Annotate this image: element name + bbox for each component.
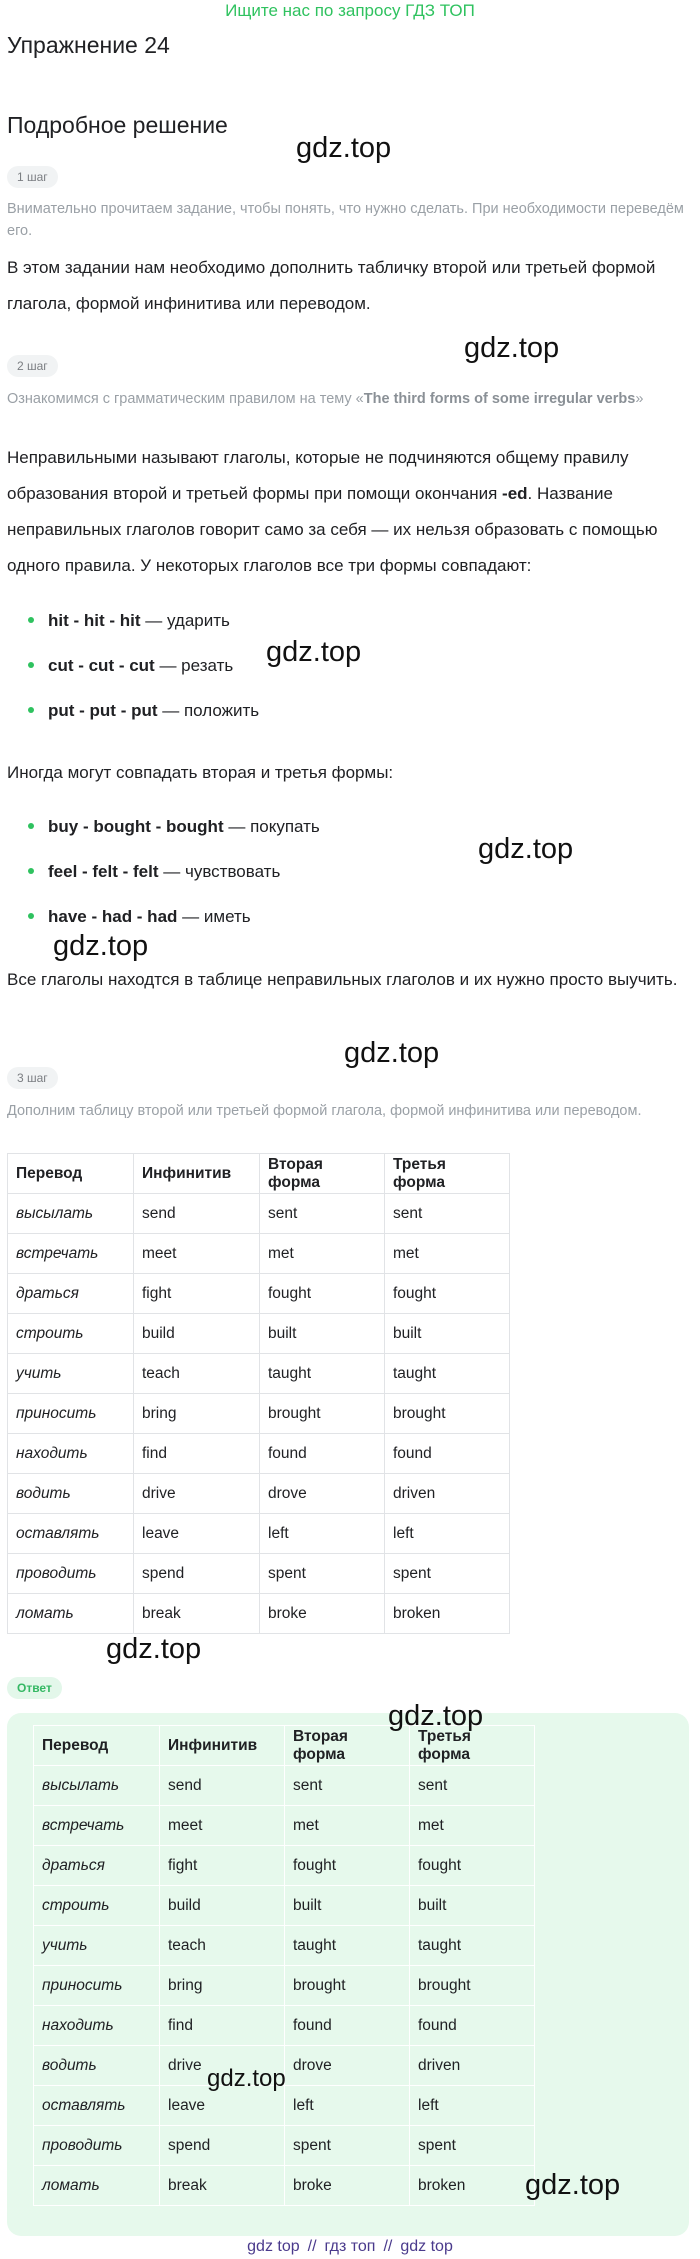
column-header: Инфинитив <box>160 1726 285 1766</box>
step-1-badge: 1 шаг <box>7 166 58 188</box>
watermark: gdz.top <box>344 1037 440 1069</box>
watermark: gdz.top <box>525 2169 621 2201</box>
exercise-title: Упражнение 24 <box>7 32 170 58</box>
table-cell: broke <box>285 2166 410 2206</box>
table-cell: send <box>134 1194 260 1234</box>
column-header: Инфинитив <box>134 1154 260 1194</box>
table-cell: built <box>410 1886 535 1926</box>
table-cell: brought <box>410 1966 535 2006</box>
table-cell: drove <box>285 2046 410 2086</box>
table-row <box>34 1886 535 1926</box>
table-cell: met <box>285 1806 410 1846</box>
watermark: gdz.top <box>464 332 560 364</box>
step-2-text-3: Все глаголы находтся в таблице неправильных глаголов и их нужно просто выучить. <box>7 970 678 989</box>
table-cell: built <box>260 1314 385 1354</box>
table-cell: spent <box>410 2126 535 2166</box>
table-row <box>34 1766 535 1806</box>
table-row <box>8 1474 510 1514</box>
watermark: gdz.top <box>296 132 392 164</box>
watermark: gdz.top <box>478 833 574 865</box>
list-item: put - put - put — положить <box>28 688 259 733</box>
table-cell: found <box>260 1434 385 1474</box>
table-cell: meet <box>160 1806 285 1846</box>
same-forms-list <box>28 598 259 733</box>
step-2-note: Ознакомимся с грамматическим правилом на тему «The third forms of some irregular verbs» <box>7 391 644 407</box>
table-cell: spent <box>385 1554 510 1594</box>
verbs-table <box>7 1153 510 1634</box>
table-cell: drive <box>134 1474 260 1514</box>
footer-link[interactable]: gdz top <box>400 2238 453 2255</box>
column-header: Третья форма <box>410 1726 535 1766</box>
table-cell: fought <box>260 1274 385 1314</box>
list-item: feel - felt - felt — чувствовать <box>28 849 320 894</box>
table-cell: встречать <box>8 1234 134 1274</box>
table-cell: оставлять <box>8 1514 134 1554</box>
step-3-note: Дополним таблицу второй или третьей формой глагола, формой инфинитива или переводом. <box>7 1103 642 1119</box>
column-header: Перевод <box>34 1726 160 1766</box>
table-cell: built <box>285 1886 410 1926</box>
table-cell: драться <box>34 1846 160 1886</box>
table-cell: sent <box>285 1766 410 1806</box>
table-header-row <box>8 1154 510 1194</box>
table-cell: teach <box>134 1354 260 1394</box>
table-row <box>8 1514 510 1554</box>
table-row <box>8 1434 510 1474</box>
list-item: cut - cut - cut — резать <box>28 643 259 688</box>
table-cell: brought <box>285 1966 410 2006</box>
watermark: gdz.top <box>388 1700 484 1732</box>
table-row <box>34 1966 535 2006</box>
footer-separator: // <box>383 2238 393 2255</box>
table-cell: break <box>134 1594 260 1634</box>
table-cell: taught <box>410 1926 535 1966</box>
table-row <box>8 1354 510 1394</box>
table-row <box>8 1314 510 1354</box>
table-row <box>34 1846 535 1886</box>
table-cell: учить <box>8 1354 134 1394</box>
table-cell: fight <box>160 1846 285 1886</box>
table-cell: приносить <box>8 1394 134 1434</box>
table-cell: приносить <box>34 1966 160 2006</box>
table-cell: spent <box>260 1554 385 1594</box>
table-cell: send <box>160 1766 285 1806</box>
answer-box <box>7 1713 689 2236</box>
table-cell: ломать <box>34 2166 160 2206</box>
watermark: gdz.top <box>106 1633 202 1665</box>
table-cell: drive <box>160 2046 285 2086</box>
column-header: Вторая форма <box>285 1726 410 1766</box>
answer-badge: Ответ <box>7 1677 62 1699</box>
table-row <box>8 1594 510 1634</box>
table-cell: met <box>410 1806 535 1846</box>
table-cell: водить <box>8 1474 134 1514</box>
table-cell: found <box>410 2006 535 2046</box>
step-1-text: В этом задании нам необходимо дополнить табличку второй или третьей формой глагола, формой инфинитива или переводом. <box>7 258 656 313</box>
table-cell: учить <box>34 1926 160 1966</box>
table-cell: left <box>410 2086 535 2126</box>
table-cell: драться <box>8 1274 134 1314</box>
step-2-badge: 2 шаг <box>7 355 58 377</box>
table-cell: taught <box>285 1926 410 1966</box>
step-3-badge: 3 шаг <box>7 1067 58 1089</box>
column-header: Вторая форма <box>260 1154 385 1194</box>
table-cell: met <box>385 1234 510 1274</box>
footer-separator: // <box>307 2238 317 2255</box>
table-cell: находить <box>8 1434 134 1474</box>
table-cell: broken <box>410 2166 535 2206</box>
table-cell: build <box>160 1886 285 1926</box>
footer-link[interactable]: гдз топ <box>324 2238 376 2255</box>
table-row <box>34 2166 535 2206</box>
table-cell: ломать <box>8 1594 134 1634</box>
table-cell: broke <box>260 1594 385 1634</box>
table-cell: проводить <box>34 2126 160 2166</box>
table-cell: spend <box>160 2126 285 2166</box>
step-1-note: Внимательно прочитаем задание, чтобы понять, что нужно сделать. При необходимости переведём его. <box>7 201 684 239</box>
table-cell: строить <box>34 1886 160 1926</box>
table-row <box>34 2006 535 2046</box>
table-cell: spend <box>134 1554 260 1594</box>
answer-verbs-table <box>33 1725 535 2206</box>
solution-title: Подробное решение <box>7 112 228 138</box>
column-header: Перевод <box>8 1154 134 1194</box>
table-row <box>8 1194 510 1234</box>
table-cell: found <box>285 2006 410 2046</box>
table-cell: teach <box>160 1926 285 1966</box>
list-item: buy - bought - bought — покупать <box>28 804 320 849</box>
table-cell: leave <box>160 2086 285 2126</box>
table-cell: find <box>134 1434 260 1474</box>
watermark: gdz.top <box>53 930 149 962</box>
table-row <box>34 2126 535 2166</box>
table-cell: sent <box>410 1766 535 1806</box>
table-cell: driven <box>385 1474 510 1514</box>
table-cell: break <box>160 2166 285 2206</box>
table-cell: broken <box>385 1594 510 1634</box>
table-cell: находить <box>34 2006 160 2046</box>
table-cell: found <box>385 1434 510 1474</box>
table-cell: find <box>160 2006 285 2046</box>
table-cell: left <box>385 1514 510 1554</box>
table-cell: встречать <box>34 1806 160 1846</box>
table-cell: fought <box>385 1274 510 1314</box>
top-banner[interactable]: Ищите нас по запросу ГДЗ ТОП <box>225 1 475 20</box>
step-2-text: Неправильными называют глаголы, которые не подчиняются общему правилу образования второй и третьей формы при помощи окончания -ed. Название неправильных глаголов говорит само за себя — их нельзя образовать с помощью одного правила. У некоторых глаголов все три формы совпадают: <box>7 448 658 575</box>
table-cell: brought <box>260 1394 385 1434</box>
table-cell: drove <box>260 1474 385 1514</box>
table-cell: оставлять <box>34 2086 160 2126</box>
table-row <box>8 1234 510 1274</box>
table-cell: fought <box>410 1846 535 1886</box>
ending-ed: -ed <box>502 484 528 503</box>
table-cell: left <box>260 1514 385 1554</box>
watermark: gdz.top <box>266 636 362 668</box>
table-row <box>8 1554 510 1594</box>
table-cell: taught <box>385 1354 510 1394</box>
table-row <box>8 1394 510 1434</box>
table-cell: водить <box>34 2046 160 2086</box>
list-item: have - had - had — иметь <box>28 894 320 939</box>
table-cell: leave <box>134 1514 260 1554</box>
table-cell: meet <box>134 1234 260 1274</box>
footer-links <box>0 2236 700 2258</box>
table-cell: taught <box>260 1354 385 1394</box>
column-header: Третья форма <box>385 1154 510 1194</box>
table-cell: spent <box>285 2126 410 2166</box>
step-2-text-2: Иногда могут совпадать вторая и третья формы: <box>7 763 394 782</box>
table-cell: fight <box>134 1274 260 1314</box>
table-row <box>8 1274 510 1314</box>
table-cell: driven <box>410 2046 535 2086</box>
table-cell: bring <box>160 1966 285 2006</box>
table-cell: brought <box>385 1394 510 1434</box>
watermark: gdz.top <box>207 2065 286 2092</box>
table-cell: built <box>385 1314 510 1354</box>
footer-link[interactable]: gdz top <box>247 2238 300 2255</box>
grammar-topic: The third forms of some irregular verbs <box>363 391 636 407</box>
table-row <box>34 1806 535 1846</box>
table-cell: проводить <box>8 1554 134 1594</box>
table-cell: left <box>285 2086 410 2126</box>
table-cell: sent <box>385 1194 510 1234</box>
two-forms-list <box>28 804 320 939</box>
table-row <box>34 1926 535 1966</box>
table-cell: bring <box>134 1394 260 1434</box>
table-cell: высылать <box>8 1194 134 1234</box>
table-cell: met <box>260 1234 385 1274</box>
table-cell: строить <box>8 1314 134 1354</box>
list-item: hit - hit - hit — ударить <box>28 598 259 643</box>
table-cell: высылать <box>34 1766 160 1806</box>
table-cell: sent <box>260 1194 385 1234</box>
table-cell: fought <box>285 1846 410 1886</box>
table-cell: build <box>134 1314 260 1354</box>
